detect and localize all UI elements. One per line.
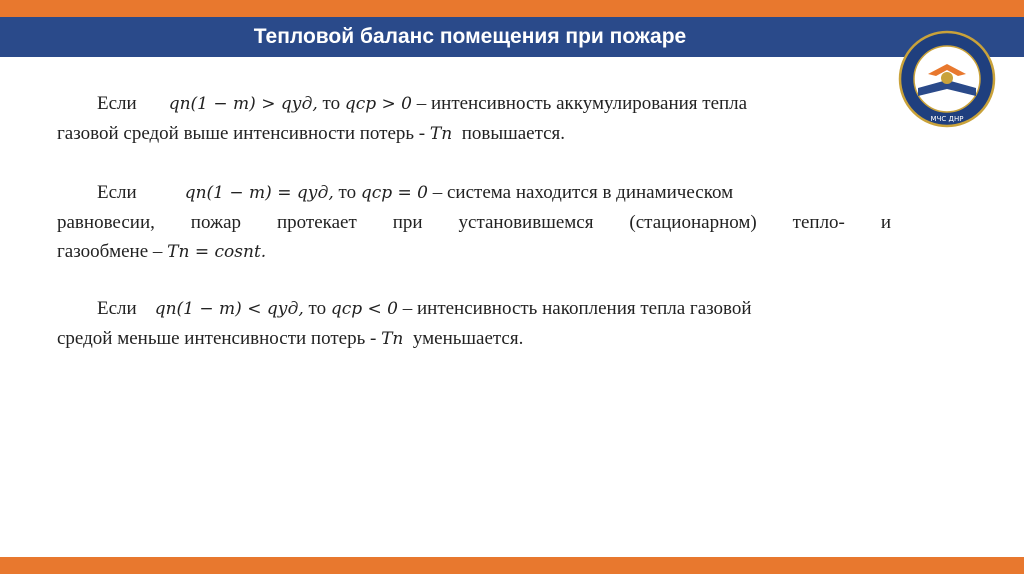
paragraph-1 — [57, 89, 891, 149]
p1-condition: qср > 0 — [344, 94, 412, 114]
p1-text-2: газовой средой выше интенсивности потерь - — [57, 123, 426, 144]
p2-formula: qп(1 − m) = qуд, — [184, 183, 334, 203]
bottom-accent-bar — [0, 557, 1024, 574]
p3-condition: qср < 0 — [330, 299, 398, 319]
p3-text-2: средой меньше интенсивности потерь - — [57, 328, 377, 349]
p2-formula-2: Tп = cosnt. — [167, 242, 267, 262]
p3-text-1: – интенсивность накопления тепла газовой — [402, 298, 752, 319]
p1-symbol: Tп — [429, 124, 453, 144]
p2-lead: Если — [97, 182, 137, 203]
p3-formula: qп(1 − m) < qуд, — [154, 299, 304, 319]
p1-text-3: повышается. — [461, 123, 566, 144]
p3-symbol: Tп — [381, 329, 404, 349]
svg-text:МЧС ДНР: МЧС ДНР — [930, 115, 964, 123]
p1-text-1: – интенсивность аккумулирования тепла — [416, 93, 748, 114]
emblem-logo — [898, 30, 996, 128]
p2-conn: то — [338, 182, 357, 203]
paragraph-3 — [57, 294, 891, 354]
p2-text-1: – система находится в динамическом — [432, 182, 734, 203]
p3-text-3: уменьшается. — [412, 328, 524, 349]
p2-text-3: газообмене – — [57, 241, 163, 262]
slide-title: Тепловой баланс помещения при пожаре — [253, 25, 687, 48]
p1-conn: то — [322, 93, 341, 114]
p2-condition: qср = 0 — [360, 183, 428, 203]
p1-formula: qп(1 − m) > qуд, — [168, 94, 318, 114]
top-accent-bar — [0, 0, 1024, 17]
p3-lead: Если — [97, 298, 137, 319]
p2-text-2: равновесии, пожар протекает при установившемся (стационарном) тепло- и — [57, 212, 891, 233]
p1-lead: Если — [97, 93, 137, 114]
p3-conn: то — [308, 298, 327, 319]
paragraph-2 — [57, 178, 891, 267]
